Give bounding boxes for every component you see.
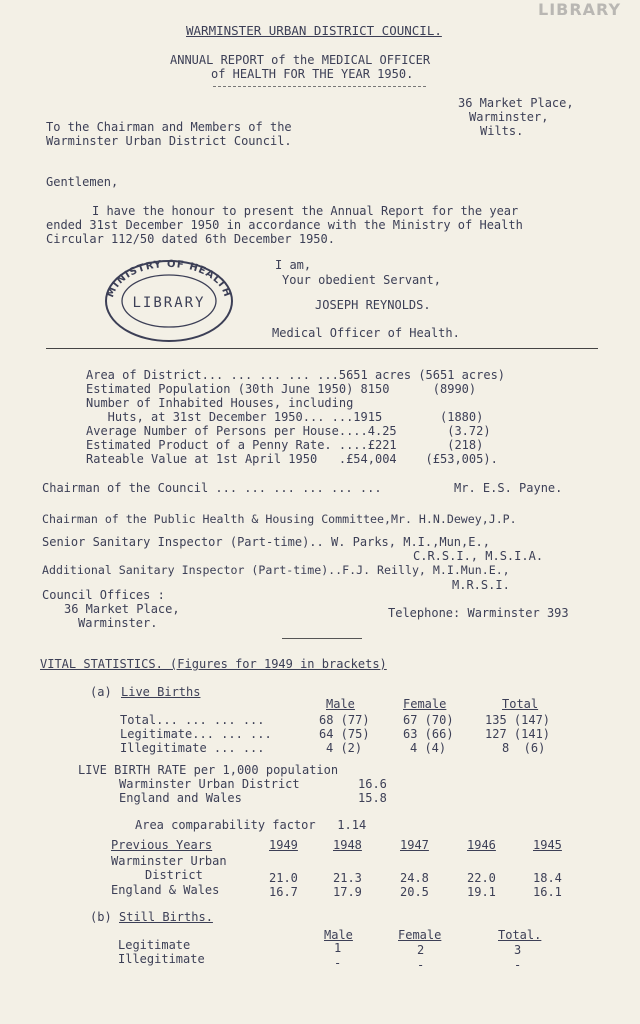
previous-row1-value: 21.0 (269, 871, 298, 885)
section-divider (46, 348, 598, 349)
signatory-title: Medical Officer of Health. (272, 326, 460, 340)
stamp-inner-text: LIBRARY (132, 295, 206, 311)
still-births-heading: Still Births. (119, 910, 213, 924)
birth-rate-value: 16.6 (358, 777, 387, 791)
chairman-name: Mr. E.S. Payne. (454, 481, 563, 495)
senior-inspector-line-2: C.R.S.I., M.S.I.A. (413, 549, 544, 563)
council-offices-address-2: Warminster. (78, 616, 158, 630)
body-line-2: ended 31st December 1950 in accordance with the Ministry of Health (46, 218, 523, 232)
chairman-label: Chairman of the Council ... ... ... ... ... ... (42, 481, 382, 495)
signatory-name: JOSEPH REYNOLDS. (315, 298, 431, 312)
senior-inspector-line-1: Senior Sanitary Inspector (Part-time).. W. Parks, M.I.,Mun,E., (42, 535, 490, 549)
previous-row1-value: 21.3 (333, 871, 362, 885)
live-births-row-label: Legitimate... ... ... (120, 727, 272, 741)
previous-row1-value: 22.0 (467, 871, 496, 885)
addressee-line-2: Warminster Urban District Council. (46, 134, 292, 148)
telephone: Telephone: Warminster 393 (388, 606, 569, 620)
year-col: 1948 (333, 838, 362, 852)
body-line-3: Circular 112/50 dated 6th December 1950. (46, 232, 335, 246)
short-divider (282, 638, 362, 639)
still-births-row-female: 2 (417, 943, 425, 957)
council-offices-label: Council Offices : (42, 588, 165, 602)
address-line-1: 36 Market Place, (458, 96, 574, 110)
live-births-row-male: 4 (2) (326, 741, 363, 755)
still-births-col-male: Male (324, 928, 353, 942)
body-line-1: I have the honour to present the Annual Report for the year (92, 204, 519, 218)
stat-houses: Huts, at 31st December 1950... ...1915 (1880) (86, 410, 484, 424)
still-births-row-total: 3 (514, 943, 522, 957)
address-line-2: Warminster, (469, 110, 549, 124)
title-divider (213, 86, 426, 87)
address-line-3: Wilts. (480, 124, 524, 138)
stat-persons-per-house: Average Number of Persons per House....4.25 (3.72) (86, 424, 491, 438)
previous-row2-value: 19.1 (467, 885, 496, 899)
previous-row2-value: 17.9 (333, 885, 362, 899)
still-births-row-male: 1 (334, 941, 342, 955)
still-births-row-total: - (514, 958, 522, 972)
previous-row2-value: 20.5 (400, 885, 429, 899)
council-offices-address-1: 36 Market Place, (64, 602, 180, 616)
closing-line-2: Your obedient Servant, (282, 273, 441, 287)
still-births-row-label: Illegitimate (118, 952, 205, 966)
still-births-col-female: Female (398, 928, 442, 942)
live-births-row-female: 4 (4) (410, 741, 447, 755)
stat-rateable-value: Rateable Value at 1st April 1950 .£54,004 (£53,005). (86, 452, 498, 466)
library-stamp-text: LIBRARY (538, 0, 622, 19)
live-births-row-male: 68 (77) (319, 713, 370, 727)
still-births-col-total: Total. (498, 928, 542, 942)
previous-row2-value: 16.1 (533, 885, 562, 899)
still-births-label: (b) (90, 910, 112, 924)
stat-population: Estimated Population (30th June 1950) 8150 (8990) (86, 382, 477, 396)
area-comparability-factor: Area comparability factor 1.14 (135, 818, 367, 832)
salutation: Gentlemen, (46, 175, 119, 189)
birth-rate-label: England and Wales (119, 791, 242, 805)
live-births-row-total: 8 (6) (502, 741, 546, 755)
previous-row1-label: District (145, 868, 203, 882)
year-col: 1947 (400, 838, 429, 852)
additional-inspector-line-2: M.R.S.I. (452, 578, 510, 592)
live-births-col-male: Male (326, 697, 355, 711)
previous-years-heading: Previous Years (111, 838, 213, 852)
still-births-row-male: - (334, 956, 342, 970)
stat-penny-rate: Estimated Product of a Penny Rate. ....£221 (218) (86, 438, 484, 452)
live-births-row-female: 63 (66) (403, 727, 454, 741)
live-births-row-total: 135 (147) (485, 713, 551, 727)
birth-rate-label: Warminster Urban District (119, 777, 300, 791)
live-births-col-total: Total (502, 697, 539, 711)
previous-row1-value: 18.4 (533, 871, 562, 885)
still-births-row-female: - (417, 958, 425, 972)
report-title-line-1: ANNUAL REPORT of the MEDICAL OFFICER (170, 53, 431, 67)
stat-area: Area of District... ... ... ... ...5651 acres (5651 acres) (86, 368, 506, 382)
live-births-heading: Live Births (121, 685, 201, 699)
council-title: WARMINSTER URBAN DISTRICT COUNCIL. (186, 23, 442, 38)
additional-inspector-line-1: Additional Sanitary Inspector (Part-time)..F.J. Reilly, M.I.Mun.E., (42, 563, 510, 577)
closing-line-1: I am, (275, 258, 312, 272)
year-col: 1945 (533, 838, 562, 852)
live-births-col-female: Female (403, 697, 447, 711)
birth-rate-value: 15.8 (358, 791, 387, 805)
report-title-line-2: of HEALTH FOR THE YEAR 1950. (211, 67, 414, 81)
year-col: 1949 (269, 838, 298, 852)
stamp-outer-text: MINISTRY OF HEALTH (105, 258, 233, 300)
live-births-row-male: 64 (75) (319, 727, 370, 741)
live-births-row-total: 127 (141) (485, 727, 551, 741)
live-births-label: (a) (90, 685, 112, 699)
live-births-row-label: Total... ... ... ... (120, 713, 265, 727)
previous-row1-label: Warminster Urban (111, 854, 227, 868)
birth-rate-heading: LIVE BIRTH RATE per 1,000 population (78, 763, 339, 777)
public-health-chairman: Chairman of the Public Health & Housing Committee,Mr. H.N.Dewey,J.P. (42, 512, 517, 526)
vital-statistics-heading: VITAL STATISTICS. (Figures for 1949 in brackets) (40, 657, 387, 671)
previous-row2-value: 16.7 (269, 885, 298, 899)
still-births-row-label: Legitimate (118, 938, 191, 952)
previous-row1-value: 24.8 (400, 871, 429, 885)
live-births-row-female: 67 (70) (403, 713, 454, 727)
live-births-row-label: Illegitimate ... ... (120, 741, 265, 755)
addressee-line-1: To the Chairman and Members of the (46, 120, 292, 134)
ministry-library-stamp (103, 258, 235, 344)
year-col: 1946 (467, 838, 496, 852)
stat-houses-heading: Number of Inhabited Houses, including (86, 396, 354, 410)
previous-row2-label: England & Wales (111, 883, 220, 897)
